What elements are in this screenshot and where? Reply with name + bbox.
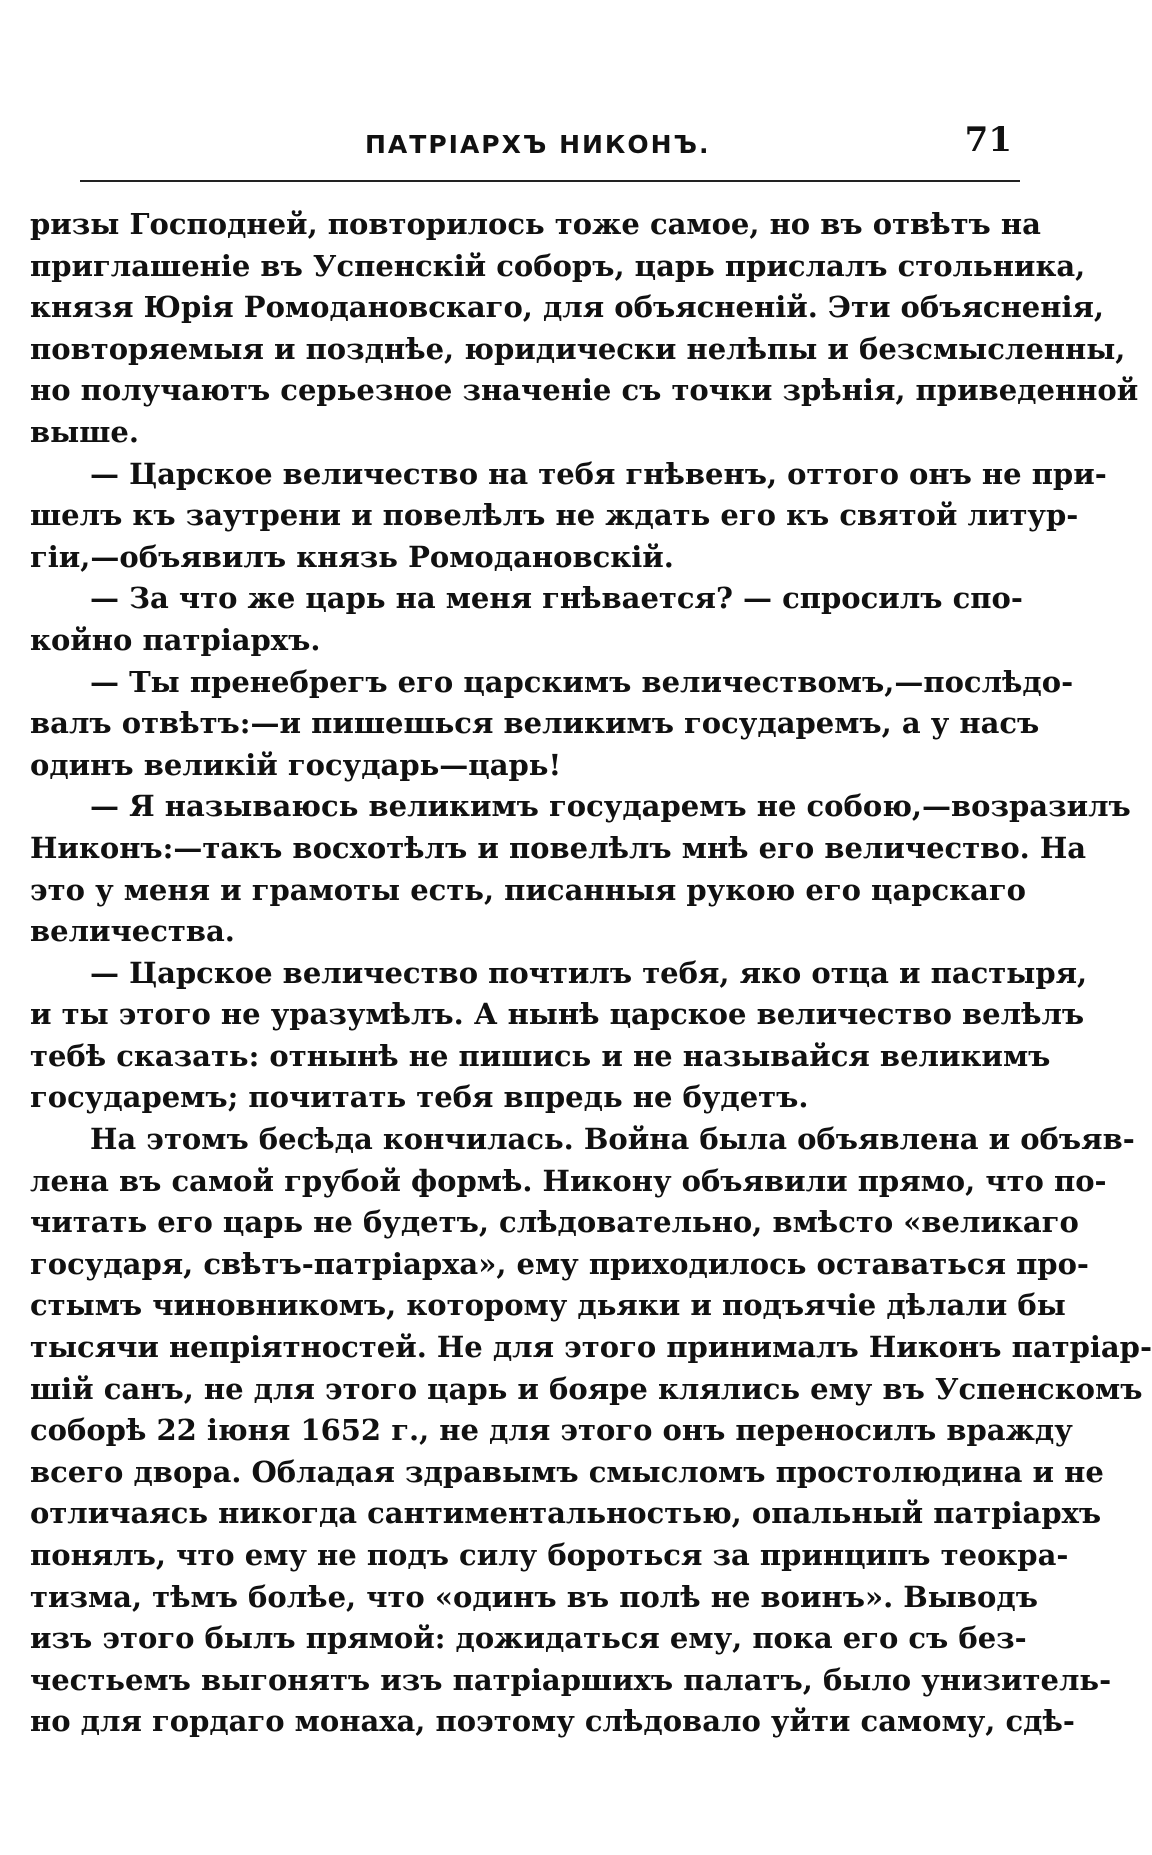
dialogue-line: — Ты пренебрегъ его царскимъ величествомъ,—послѣдо- — [90, 664, 1074, 699]
text-line: всего двора. Обладая здравымъ смысломъ простолюдина и не — [30, 1454, 1104, 1489]
text-line: величества. — [30, 914, 235, 949]
text-line: гіи,—объявилъ князь Ромодановскій. — [30, 539, 674, 574]
text-line: и ты этого не уразумѣлъ. А нынѣ царское величество велѣлъ — [30, 997, 1085, 1032]
text-line: изъ этого былъ прямой: дожидаться ему, пока его съ без- — [30, 1621, 1027, 1656]
text-line: тизма, тѣмъ болѣе, что «одинъ въ полѣ не воинъ». Выводъ — [30, 1579, 1038, 1614]
text-line: шелъ къ заутрени и повелѣлъ не ждать его къ святой литур- — [30, 498, 1079, 533]
text-line: лена въ самой грубой формѣ. Никону объявили прямо, что по- — [30, 1163, 1107, 1198]
text-line: понялъ, что ему не подъ силу бороться за принципъ теокра- — [30, 1538, 1069, 1572]
text-line: государемъ; почитать тебя впредь не будетъ. — [30, 1080, 809, 1115]
dialogue-line: — Царское величество почтилъ тебя, яко отца и пастыря, — [90, 955, 1088, 990]
dialogue-line: — За что же царь на меня гнѣвается? — спросилъ спо- — [90, 581, 1023, 616]
text-line: честьемъ выгонятъ изъ патріаршихъ палатъ, было унизитель- — [30, 1662, 1112, 1697]
running-header — [80, 120, 1020, 182]
text-line: выше. — [30, 414, 139, 449]
page-number: 71 — [964, 120, 1012, 160]
text-line: койно патріархъ. — [30, 622, 321, 657]
dialogue-line: — Я называюсь великимъ государемъ не собою,—возразилъ — [90, 789, 1131, 824]
text-line: приглашеніе въ Успенскій соборъ, царь прислалъ стольника, — [30, 248, 1086, 283]
text-line: валъ отвѣтъ:—и пишешься великимъ государемъ, а у насъ — [30, 706, 1040, 741]
text-line: но получаютъ серьезное значеніе съ точки зрѣнія, приведенной — [30, 373, 1139, 408]
text-line: одинъ великій государь—царь! — [30, 747, 562, 782]
text-line: тебѣ сказать: отнынѣ не пишись и не называйся великимъ — [30, 1038, 1051, 1073]
text-line: соборѣ 22 іюня 1652 г., не для этого онъ переносилъ вражду — [30, 1413, 1073, 1448]
text-line: читать его царь не будетъ, слѣдовательно, вмѣсто «великаго — [30, 1205, 1079, 1240]
text-line: тысячи непріятностей. Не для этого принималъ Никонъ патріар- — [30, 1330, 1152, 1365]
text-line: это у меня и грамоты есть, писанныя рукою его царскаго — [30, 872, 1027, 907]
text-line: ризы Господней, повторилось тоже самое, но въ отвѣтъ на — [30, 207, 1041, 241]
text-line: но для гордаго монаха, поэтому слѣдовало уйти самому, сдѣ- — [30, 1704, 1075, 1739]
running-title: ПАТРІАРХЪ НИКОНЪ. — [365, 130, 711, 159]
text-line: отличаясь никогда сантиментальностью, опальный патріархъ — [30, 1496, 1102, 1531]
text-line: стымъ чиновникомъ, которому дьяки и подъячіе дѣлали бы — [30, 1288, 1066, 1323]
text-line: повторяемыя и позднѣе, юридически нелѣпы и безсмысленны, — [30, 331, 1126, 366]
text-line: князя Юрія Ромодановскаго, для объясненій. Эти объясненія, — [30, 290, 1105, 325]
body-text — [30, 204, 1152, 1743]
text-line: государя, свѣтъ-патріарха», ему приходилось оставаться про- — [30, 1246, 1089, 1281]
paragraph-first-line: На этомъ бесѣда кончилась. Война была объявлена и объяв- — [90, 1122, 1135, 1157]
dialogue-line: — Царское величество на тебя гнѣвенъ, оттого онъ не при- — [90, 456, 1107, 491]
text-line: Никонъ:—такъ восхотѣлъ и повелѣлъ мнѣ его величество. На — [30, 830, 1087, 865]
text-line: шій санъ, не для этого царь и бояре клялись ему въ Успенскомъ — [30, 1371, 1143, 1406]
